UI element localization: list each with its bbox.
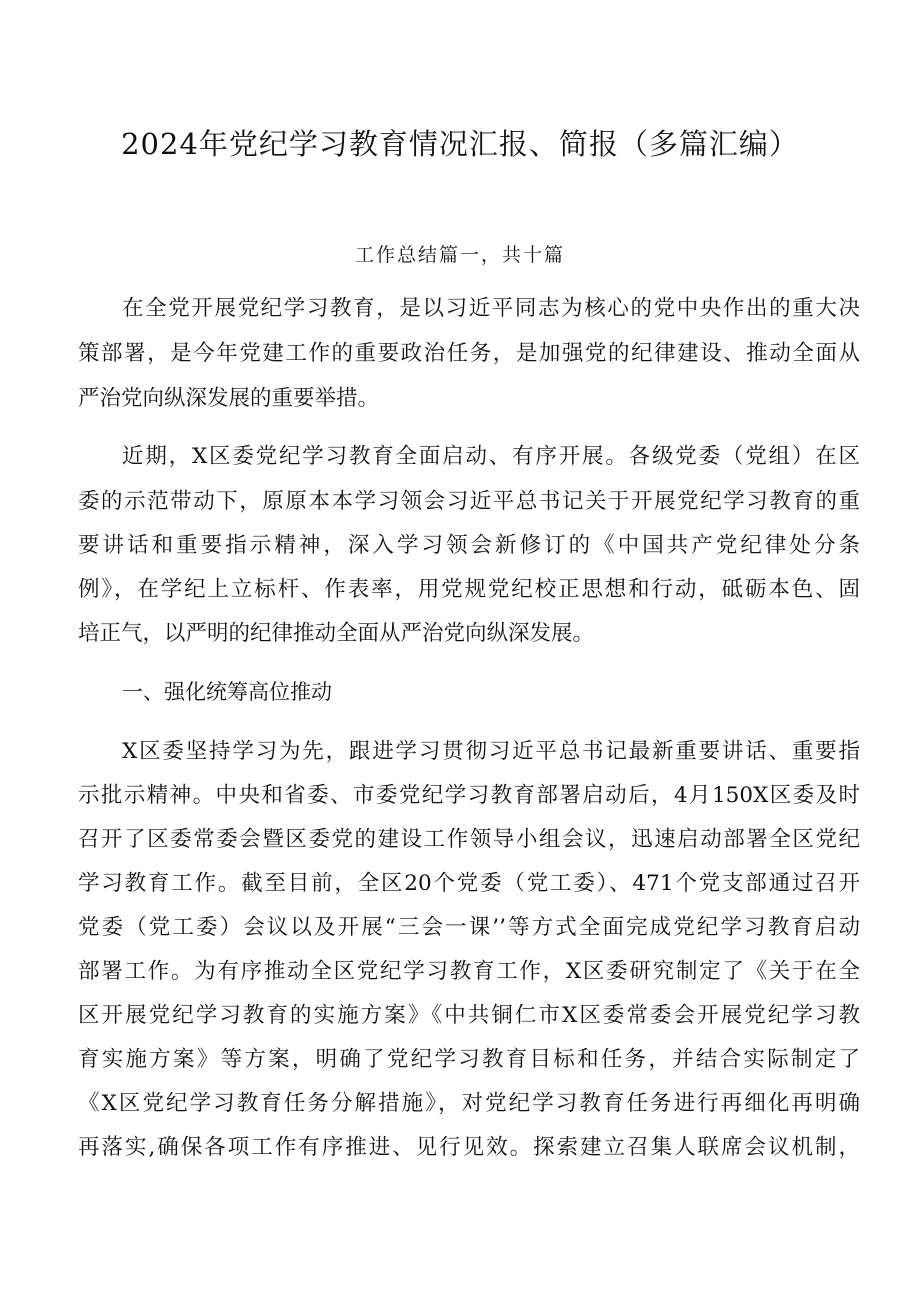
paragraph-3-line-10: 再落实,确保各项工作有序推进、见行见效。探索建立召集人联席会议机制， [78,1135,860,1160]
paragraph-3-line-2: 示批示精神。中央和省委、市委党纪学习教育部署启动后，4月150X区委及时 [78,783,860,808]
paragraph-2-line-4: 例》，在学纪上立标杆、作表率，用党规党纪校正思想和行动，砥砺本色、固 [78,577,860,602]
paragraph-1-line-1: 在全党开展党纪学习教育，是以习近平同志为核心的党中央作出的重大决 [122,296,860,321]
paragraph-3-line-3: 召开了区委常委会暨区委党的建设工作领导小组会议，迅速启动部署全区党纪 [78,827,860,852]
paragraph-3-line-7: 区开展党纪学习教育的实施方案》《中共铜仁市X区委常委会开展党纪学习教 [78,1003,860,1028]
document-title: 2024年党纪学习教育情况汇报、简报（多篇汇编） [121,127,799,161]
paragraph-2-line-3: 要讲话和重要指示精神，深入学习领会新修订的《中国共产党纪律处分条 [78,533,860,558]
section-heading-1: 一、强化统筹高位推动 [122,680,332,704]
paragraph-3-line-4: 学习教育工作。截至目前，全区20个党委（党工委）、471个党支部通过召开 [78,871,860,896]
paragraph-3-line-6: 部署工作。为有序推动全区党纪学习教育工作，X区委研究制定了《关于在全 [78,959,860,984]
paragraph-3-line-8: 育实施方案》等方案，明确了党纪学习教育目标和任务，并结合实际制定了 [78,1047,860,1072]
document-subtitle: 工作总结篇一，共十篇 [354,244,565,266]
paragraph-3-line-9: 《X区党纪学习教育任务分解措施》，对党纪学习教育任务进行再细化再明确 [78,1091,860,1116]
paragraph-1-line-2: 策部署，是今年党建工作的重要政治任务，是加强党的纪律建设、推动全面从 [78,341,860,366]
paragraph-2-line-5: 培正气，以严明的纪律推动全面从严治党向纵深发展。 [78,621,595,646]
paragraph-3-line-1: X区委坚持学习为先，跟进学习贯彻习近平总书记最新重要讲话、重要指 [122,739,860,764]
paragraph-3-line-5: 党委（党工委）会议以及开展“三会一课’’等方式全面完成党纪学习教育启动 [78,915,860,940]
paragraph-2-line-2: 委的示范带动下，原原本本学习领会习近平总书记关于开展党纪学习教育的重 [78,489,860,514]
paragraph-1-line-3: 严治党向纵深发展的重要举措。 [78,386,380,411]
paragraph-2-line-1: 近期，X区委党纪学习教育全面启动、有序开展。各级党委（党组）在区 [122,444,860,469]
